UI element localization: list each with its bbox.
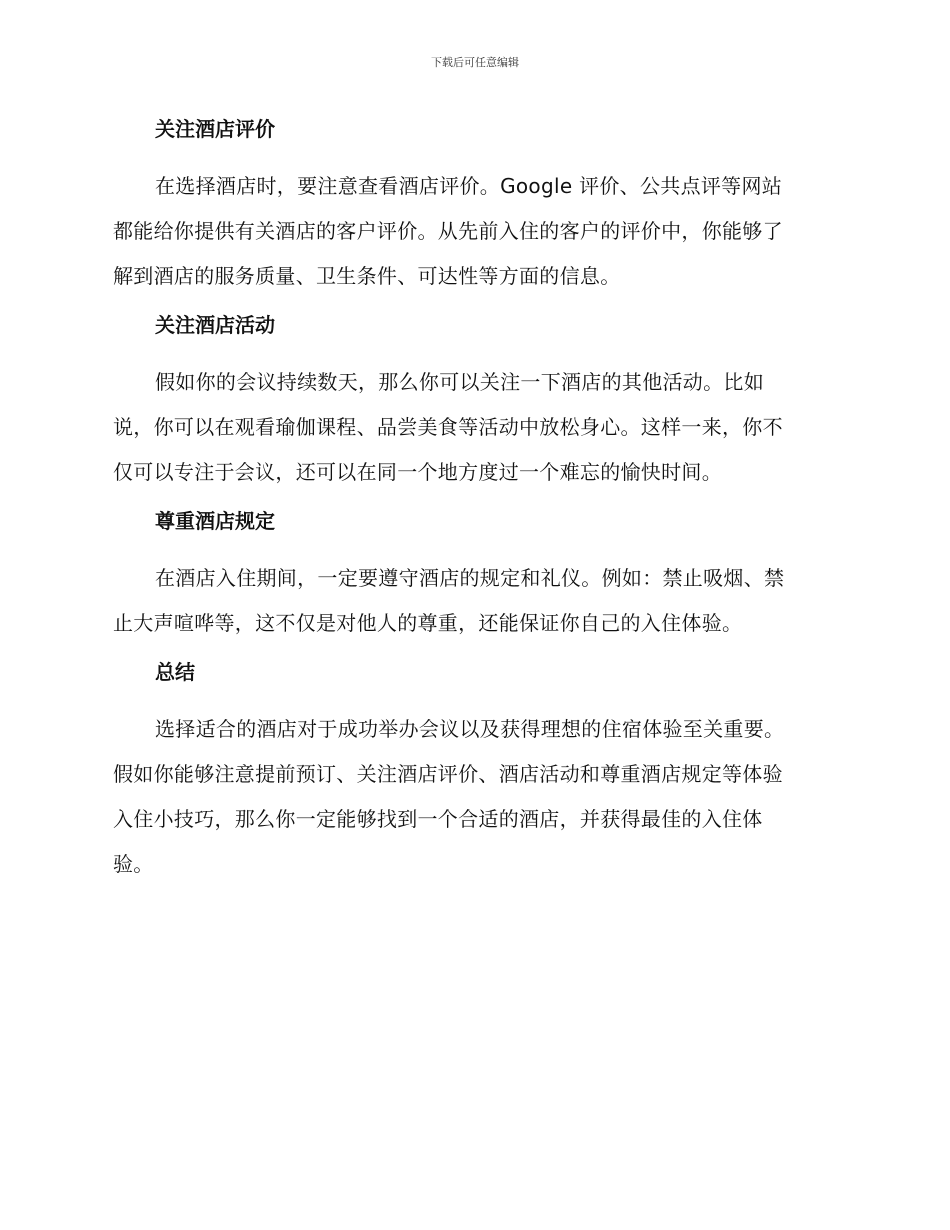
paragraph-line: 说，你可以在观看瑜伽课程、品尝美食等活动中放松身心。这样一来，你不 [113,415,783,439]
paragraph-line: 在选择酒店时，要注意查看酒店评价。Google 评价、公共点评等网站 [155,174,783,198]
paragraph-line: 选择适合的酒店对于成功举办会议以及获得理想的住宿体验至关重要。 [155,717,785,741]
paragraph-line: 解到酒店的服务质量、卫生条件、可达性等方面的信息。 [113,264,621,288]
paragraph-line: 验。 [113,852,154,876]
section-paragraph-activities [113,360,833,495]
paragraph-line: 仅可以专注于会议，还可以在同一个地方度过一个难忘的愉快时间。 [113,460,722,484]
section-heading-summary: 总结 [155,660,195,684]
paragraph-line: 假如你能够注意提前预订、关注酒店评价、酒店活动和尊重酒店规定等体验 [113,762,783,786]
section-paragraph-summary [113,707,833,887]
section-heading-reviews: 关注酒店评价 [155,117,275,141]
paragraph-line: 在酒店入住期间，一定要遵守酒店的规定和礼仪。例如：禁止吸烟、禁 [155,566,785,590]
paragraph-line: 都能给你提供有关酒店的客户评价。从先前入住的客户的评价中，你能够了 [113,219,783,243]
section-paragraph-reviews [113,164,833,299]
paragraph-line: 假如你的会议持续数天，那么你可以关注一下酒店的其他活动。比如 [155,370,764,394]
section-heading-activities: 关注酒店活动 [155,313,275,337]
paragraph-line: 入住小技巧，那么你一定能够找到一个合适的酒店，并获得最佳的入住体 [113,807,763,831]
section-paragraph-rules [113,556,833,646]
document-body [113,112,833,896]
page-header-note: 下载后可任意编辑 [431,56,519,69]
section-heading-rules: 尊重酒店规定 [155,509,275,533]
paragraph-line: 止大声喧哗等，这不仅是对他人的尊重，还能保证你自己的入住体验。 [113,611,743,635]
